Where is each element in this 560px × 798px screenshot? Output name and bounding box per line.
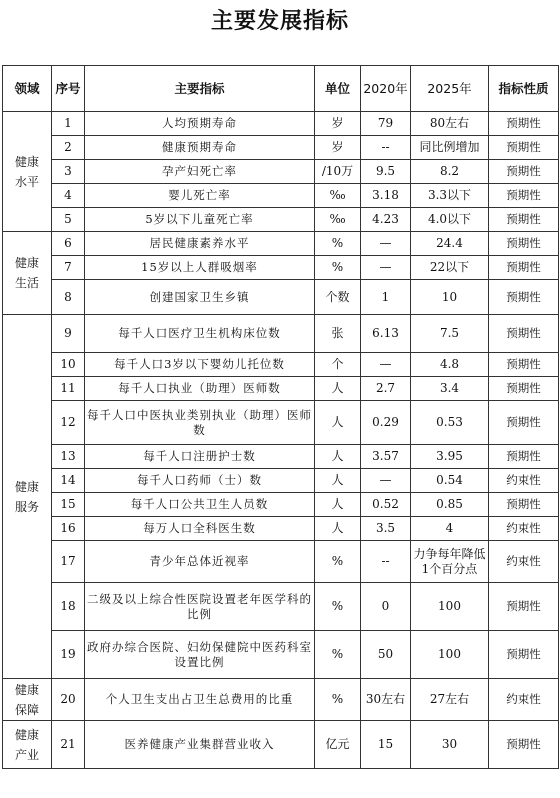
value-2025: 3.3以下: [411, 184, 489, 208]
unit-cell: 人: [315, 445, 361, 469]
value-2025: 4: [411, 517, 489, 541]
indicator-name: 每千人口注册护士数: [85, 445, 315, 469]
table-row: [3, 208, 559, 232]
value-2025: 0.54: [411, 469, 489, 493]
table-row: [3, 256, 559, 280]
nature-cell: 预期性: [489, 353, 559, 377]
indicator-name: 每千人口药师（士）数: [85, 469, 315, 493]
value-2020: 79: [361, 112, 411, 136]
table-row: [3, 160, 559, 184]
value-2025: 力争每年降低1个百分点: [411, 541, 489, 583]
table-row: [3, 353, 559, 377]
row-number: 15: [52, 493, 85, 517]
value-2020: 0.52: [361, 493, 411, 517]
indicator-name: 创建国家卫生乡镇: [85, 280, 315, 315]
value-2025: 80左右: [411, 112, 489, 136]
row-number: 6: [52, 232, 85, 256]
nature-cell: 预期性: [489, 315, 559, 353]
row-number: 17: [52, 541, 85, 583]
value-2020: —: [361, 256, 411, 280]
value-2020: 6.13: [361, 315, 411, 353]
indicator-name: 婴儿死亡率: [85, 184, 315, 208]
indicator-name: 居民健康素养水平: [85, 232, 315, 256]
value-2025: 7.5: [411, 315, 489, 353]
table-row: [3, 445, 559, 469]
unit-cell: %: [315, 541, 361, 583]
indicator-name: 每千人口执业（助理）医师数: [85, 377, 315, 401]
value-2025: 100: [411, 631, 489, 679]
nature-cell: 预期性: [489, 184, 559, 208]
row-number: 18: [52, 583, 85, 631]
indicator-name: 15岁以上人群吸烟率: [85, 256, 315, 280]
indicator-name: 5岁以下儿童死亡率: [85, 208, 315, 232]
table-row: [3, 517, 559, 541]
row-number: 14: [52, 469, 85, 493]
value-2020: 0.29: [361, 401, 411, 445]
table-row: [3, 541, 559, 583]
table-row: [3, 315, 559, 353]
domain-cell: 健康 水平: [3, 112, 52, 232]
unit-cell: %: [315, 232, 361, 256]
value-2020: 9.5: [361, 160, 411, 184]
unit-cell: 人: [315, 469, 361, 493]
indicator-name: 二级及以上综合性医院设置老年医学科的比例: [85, 583, 315, 631]
table-row: [3, 112, 559, 136]
row-number: 13: [52, 445, 85, 469]
nature-cell: 约束性: [489, 469, 559, 493]
row-number: 11: [52, 377, 85, 401]
value-2025: 30: [411, 721, 489, 769]
indicator-table: [2, 65, 559, 769]
domain-cell: 健康 服务: [3, 315, 52, 679]
table-row: [3, 232, 559, 256]
value-2020: —: [361, 232, 411, 256]
indicator-name: 健康预期寿命: [85, 136, 315, 160]
value-2020: 3.57: [361, 445, 411, 469]
col-header-unit: 单位: [315, 66, 361, 112]
nature-cell: 预期性: [489, 256, 559, 280]
indicator-name: 政府办综合医院、妇幼保健院中医药科室设置比例: [85, 631, 315, 679]
table-row: [3, 280, 559, 315]
nature-cell: 预期性: [489, 232, 559, 256]
nature-cell: 预期性: [489, 208, 559, 232]
value-2020: 3.5: [361, 517, 411, 541]
unit-cell: 个: [315, 353, 361, 377]
unit-cell: 人: [315, 517, 361, 541]
value-2020: 30左右: [361, 679, 411, 721]
nature-cell: 预期性: [489, 401, 559, 445]
nature-cell: 预期性: [489, 583, 559, 631]
table-row: [3, 631, 559, 679]
nature-cell: 预期性: [489, 377, 559, 401]
nature-cell: 预期性: [489, 721, 559, 769]
row-number: 21: [52, 721, 85, 769]
value-2020: —: [361, 353, 411, 377]
row-number: 5: [52, 208, 85, 232]
indicator-name: 医养健康产业集群营业收入: [85, 721, 315, 769]
col-header-nature: 指标性质: [489, 66, 559, 112]
indicator-name: 孕产妇死亡率: [85, 160, 315, 184]
nature-cell: 约束性: [489, 679, 559, 721]
table-body: [3, 112, 559, 769]
value-2025: 4.8: [411, 353, 489, 377]
nature-cell: 约束性: [489, 517, 559, 541]
nature-cell: 预期性: [489, 136, 559, 160]
indicator-name: 青少年总体近视率: [85, 541, 315, 583]
value-2020: 0: [361, 583, 411, 631]
row-number: 1: [52, 112, 85, 136]
col-header-no: 序号: [52, 66, 85, 112]
table-row: [3, 583, 559, 631]
value-2025: 27左右: [411, 679, 489, 721]
unit-cell: %: [315, 256, 361, 280]
value-2025: 24.4: [411, 232, 489, 256]
page-title: 主要发展指标: [210, 9, 349, 34]
value-2025: 100: [411, 583, 489, 631]
row-number: 2: [52, 136, 85, 160]
row-number: 19: [52, 631, 85, 679]
value-2025: 22以下: [411, 256, 489, 280]
header-row: [3, 66, 559, 112]
value-2020: 2.7: [361, 377, 411, 401]
domain-cell: 健康 生活: [3, 232, 52, 315]
table-row: [3, 377, 559, 401]
indicator-name: 个人卫生支出占卫生总费用的比重: [85, 679, 315, 721]
row-number: 4: [52, 184, 85, 208]
indicator-name: 每万人口全科医生数: [85, 517, 315, 541]
table-row: [3, 136, 559, 160]
domain-cell: 健康 产业: [3, 721, 52, 769]
unit-cell: 个数: [315, 280, 361, 315]
unit-cell: %: [315, 679, 361, 721]
value-2020: 15: [361, 721, 411, 769]
value-2020: 3.18: [361, 184, 411, 208]
table-row: [3, 184, 559, 208]
indicator-name: 每千人口医疗卫生机构床位数: [85, 315, 315, 353]
nature-cell: 预期性: [489, 445, 559, 469]
indicator-name: 每千人口公共卫生人员数: [85, 493, 315, 517]
unit-cell: 人: [315, 493, 361, 517]
indicator-name: 人均预期寿命: [85, 112, 315, 136]
unit-cell: 人: [315, 401, 361, 445]
value-2025: 4.0以下: [411, 208, 489, 232]
unit-cell: 岁: [315, 136, 361, 160]
row-number: 12: [52, 401, 85, 445]
nature-cell: 预期性: [489, 112, 559, 136]
value-2025: 3.95: [411, 445, 489, 469]
row-number: 9: [52, 315, 85, 353]
value-2020: 4.23: [361, 208, 411, 232]
domain-cell: 健康 保障: [3, 679, 52, 721]
value-2020: --: [361, 541, 411, 583]
unit-cell: 岁: [315, 112, 361, 136]
nature-cell: 预期性: [489, 631, 559, 679]
unit-cell: ‰: [315, 184, 361, 208]
value-2025: 3.4: [411, 377, 489, 401]
unit-cell: 亿元: [315, 721, 361, 769]
row-number: 20: [52, 679, 85, 721]
row-number: 16: [52, 517, 85, 541]
value-2020: —: [361, 469, 411, 493]
value-2025: 0.53: [411, 401, 489, 445]
value-2025: 10: [411, 280, 489, 315]
row-number: 10: [52, 353, 85, 377]
col-header-2020: 2020年: [361, 66, 411, 112]
unit-cell: 张: [315, 315, 361, 353]
unit-cell: %: [315, 631, 361, 679]
value-2020: --: [361, 136, 411, 160]
nature-cell: 约束性: [489, 541, 559, 583]
col-header-domain: 领域: [3, 66, 52, 112]
col-header-indicator: 主要指标: [85, 66, 315, 112]
row-number: 8: [52, 280, 85, 315]
value-2025: 0.85: [411, 493, 489, 517]
unit-cell: ‰: [315, 208, 361, 232]
row-number: 7: [52, 256, 85, 280]
unit-cell: 人: [315, 377, 361, 401]
unit-cell: /10万: [315, 160, 361, 184]
nature-cell: 预期性: [489, 160, 559, 184]
value-2025: 8.2: [411, 160, 489, 184]
indicator-name: 每千人口3岁以下婴幼儿托位数: [85, 353, 315, 377]
unit-cell: %: [315, 583, 361, 631]
value-2020: 50: [361, 631, 411, 679]
value-2020: 1: [361, 280, 411, 315]
table-row: [3, 679, 559, 721]
nature-cell: 预期性: [489, 493, 559, 517]
table-row: [3, 493, 559, 517]
col-header-2025: 2025年: [411, 66, 489, 112]
table-row: [3, 401, 559, 445]
nature-cell: 预期性: [489, 280, 559, 315]
value-2025: 同比例增加: [411, 136, 489, 160]
table-row: [3, 469, 559, 493]
indicator-name: 每千人口中医执业类别执业（助理）医师数: [85, 401, 315, 445]
row-number: 3: [52, 160, 85, 184]
table-row: [3, 721, 559, 769]
